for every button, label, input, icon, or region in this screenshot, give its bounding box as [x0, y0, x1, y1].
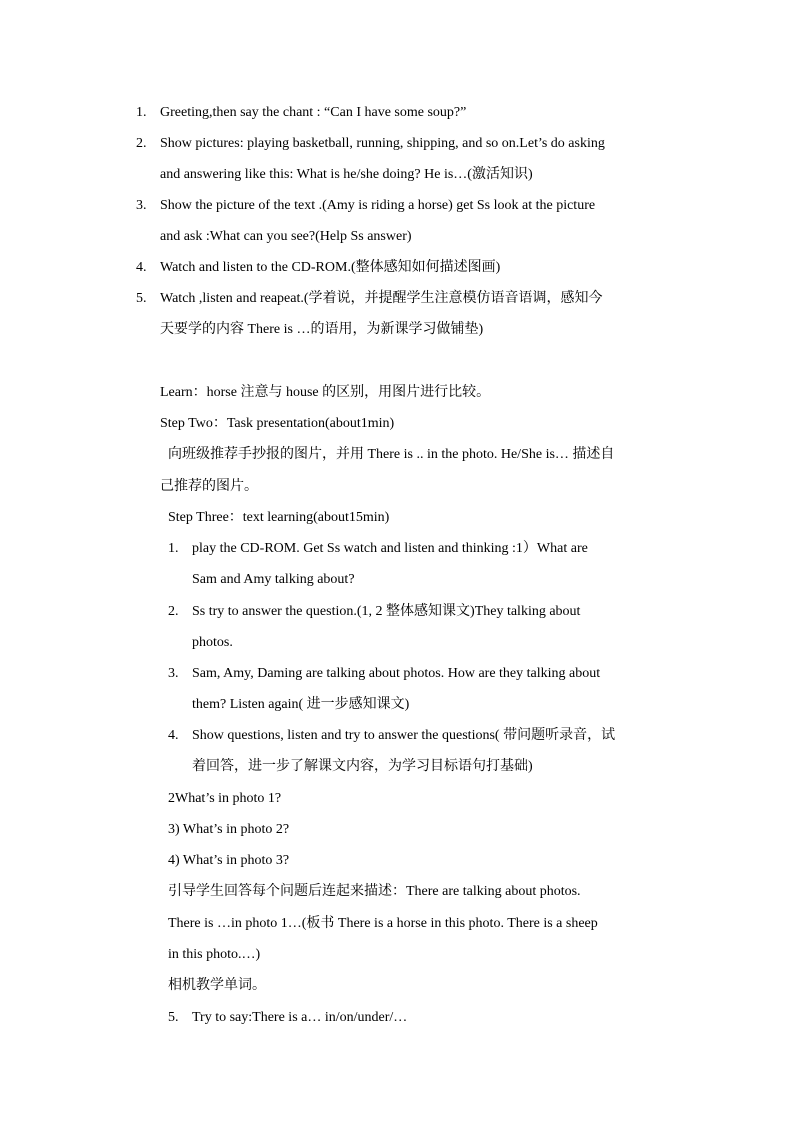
list2-item-4-line-2: 着回答，进一步了解课文内容，为学习目标语句打基础): [192, 759, 533, 774]
list1-item-3-line-1: Show the picture of the text .(Amy is riding a horse) get Ss look at the picture: [160, 198, 596, 213]
learn-note: Learn：horse 注意与 house 的区别，用图片进行比较。: [160, 385, 491, 400]
guide-line-3: in this photo.…): [168, 947, 261, 962]
list1-num-2: 2.: [136, 136, 147, 151]
list2-item-1-line-2: Sam and Amy talking about?: [192, 572, 355, 587]
list1-item-1-line-1: Greeting,then say the chant : “Can I have some soup?”: [160, 105, 467, 120]
list1-item-5-line-2: 天要学的内容 There is …的语用，为新课学习做铺垫): [160, 322, 484, 337]
item5-text: Try to say:There is a… in/on/under/…: [192, 1010, 408, 1025]
list1-item-4-line-1: Watch and listen to the CD-ROM.(整体感知如何描述图画): [160, 260, 501, 275]
list1-num-1: 1.: [136, 105, 147, 120]
step-three-heading: Step Three：text learning(about15min): [168, 510, 390, 525]
list1-num-4: 4.: [136, 260, 147, 275]
list2-item-3-line-2: them? Listen again( 进一步感知课文): [192, 697, 410, 712]
list2-num-2: 2.: [168, 604, 179, 619]
list2-item-4-line-1: Show questions, listen and try to answer the questions( 带问题听录音，试: [192, 728, 616, 743]
step-two-text-line-2: 己推荐的图片。: [160, 479, 258, 494]
list2-item-2-line-2: photos.: [192, 635, 233, 650]
step-two-text-line-1: 向班级推荐手抄报的图片，并用 There is .. in the photo. He/She is… 描述自: [168, 447, 615, 462]
list2-item-2-line-1: Ss try to answer the question.(1, 2 整体感知课文)They talking about: [192, 604, 581, 619]
list2-num-4: 4.: [168, 728, 179, 743]
list1-item-2-line-2: and answering like this: What is he/she doing? He is…(激活知识): [160, 167, 533, 182]
list2-item-1-line-1: play the CD-ROM. Get Ss watch and listen and thinking :1）What are: [192, 541, 588, 556]
list2-num-3: 3.: [168, 666, 179, 681]
question-line-1: 2What’s in photo 1?: [168, 791, 282, 806]
guide-line-1: 引导学生回答每个问题后连起来描述：There are talking about photos.: [168, 884, 581, 899]
list2-item-3-line-1: Sam, Amy, Daming are talking about photos. How are they talking about: [192, 666, 601, 681]
camera-line: 相机教学单词。: [168, 978, 266, 993]
list1-num-3: 3.: [136, 198, 147, 213]
question-line-2: 3) What’s in photo 2?: [168, 822, 290, 837]
list1-item-2-line-1: Show pictures: playing basketball, running, shipping, and so on.Let’s do asking: [160, 136, 605, 151]
list1-item-3-line-2: and ask :What can you see?(Help Ss answer): [160, 229, 412, 244]
step-two-heading: Step Two：Task presentation(about1min): [160, 416, 395, 431]
list2-num-1: 1.: [168, 541, 179, 556]
guide-line-2: There is …in photo 1…(板书 There is a horse in this photo. There is a sheep: [168, 916, 598, 931]
list1-num-5: 5.: [136, 291, 147, 306]
question-line-3: 4) What’s in photo 3?: [168, 853, 290, 868]
list1-item-5-line-1: Watch ,listen and reapeat.(学着说，并提醒学生注意模仿语音语调，感知今: [160, 291, 603, 306]
item5-num: 5.: [168, 1010, 179, 1025]
